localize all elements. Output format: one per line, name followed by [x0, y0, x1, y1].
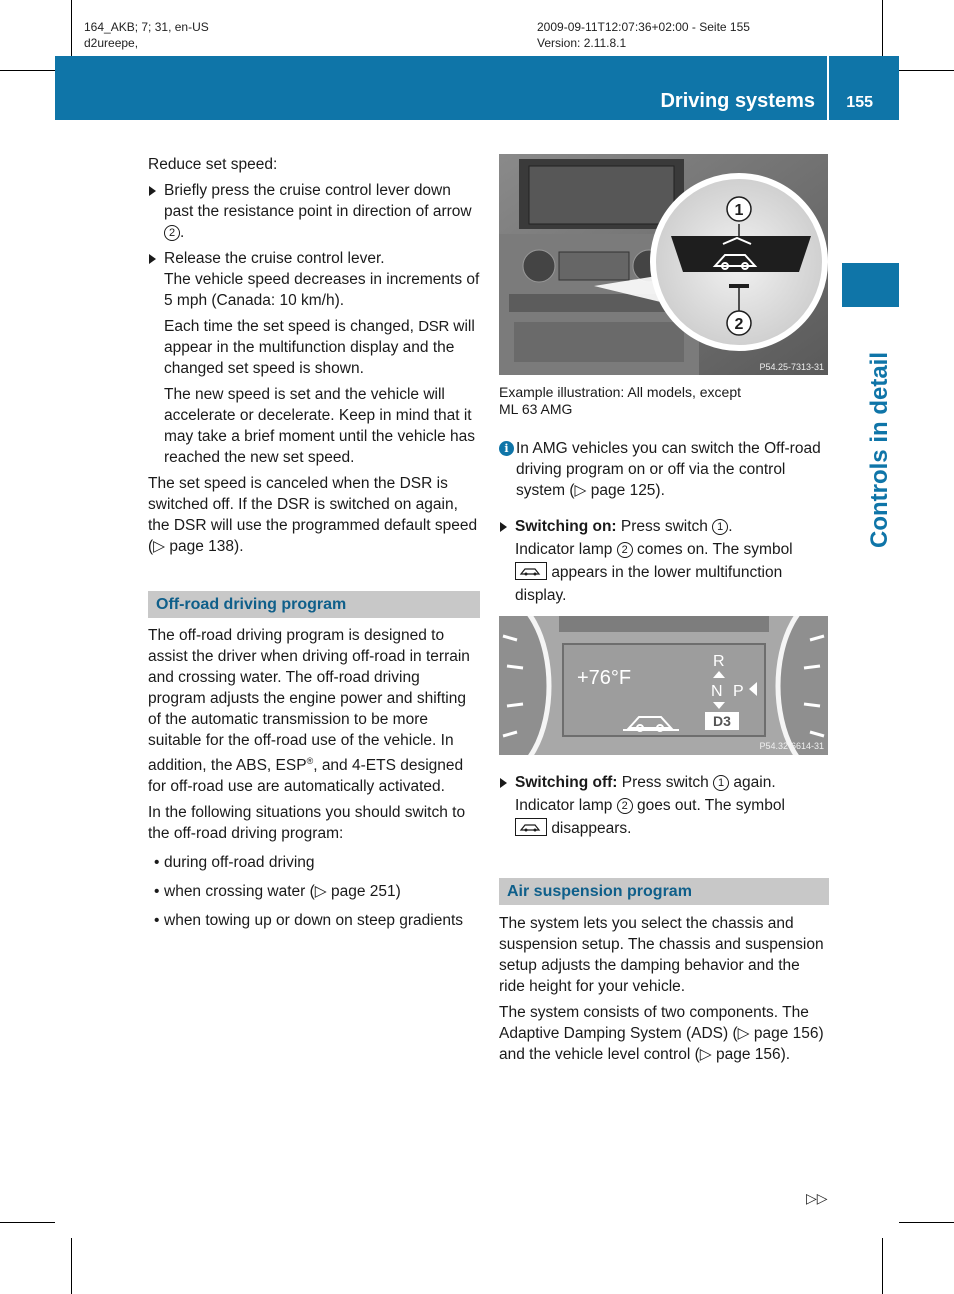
- gear-n: N: [711, 683, 723, 700]
- caption-line2: ML 63 AMG: [499, 401, 573, 417]
- switch-on-label: Switching on:: [515, 518, 617, 535]
- callout-2-icon: 2: [617, 542, 633, 558]
- step-switch-off: [499, 771, 829, 840]
- section-title: Driving systems: [660, 90, 815, 112]
- step-result-3: disappears.: [551, 820, 632, 837]
- info-text: In AMG vehicles you can switch the Off-road driving program on or off via the control system (▷ page 125).: [516, 440, 821, 499]
- meta-right-line1: 2009-09-11T12:07:36+02:00 - Seite 155: [537, 20, 750, 34]
- step-text: Release the cruise control lever.: [164, 250, 385, 267]
- dsr-note: [148, 316, 480, 379]
- list-item-text: when towing up or down on steep gradients: [164, 912, 464, 930]
- meta-right-line2: Version: 2.11.8.1: [537, 36, 627, 50]
- offroad-text-2: , and 4-ETS designed for off-road use are automatically activated.: [148, 757, 464, 796]
- crop-mark: [71, 1238, 72, 1294]
- canceled-paragraph: The set speed is canceled when the DSR is switched off. If the DSR is switched on again, the DSR will use the programmed default speed (▷ page 138).: [148, 475, 478, 555]
- left-column: [148, 154, 480, 939]
- info-note: [499, 438, 829, 501]
- image-code: P54.25-7313-31: [759, 362, 824, 372]
- step-text-end: .: [180, 224, 185, 241]
- callout-1-label: 1: [734, 202, 744, 219]
- step-result: The vehicle speed decreases in increments of 5 mph (Canada: 10 km/h).: [164, 271, 480, 309]
- meta-left-line1: 164_AKB; 7; 31, en-US: [84, 20, 209, 34]
- step-arrow-icon: [149, 186, 156, 196]
- caption-line1: Example illustration: All models, except: [499, 384, 741, 400]
- crop-mark: [882, 1238, 883, 1294]
- crop-mark: [71, 0, 72, 56]
- step-switch-on: [499, 515, 829, 607]
- offroad-heading: Off-road driving program: [148, 591, 480, 618]
- cluster-display-svg: [499, 616, 828, 755]
- header-separator: [827, 56, 829, 120]
- meta-right: [537, 19, 750, 51]
- step-result-3: appears in the lower multifunction display.: [515, 564, 783, 604]
- step-text-end: .: [728, 518, 733, 535]
- callout-2-icon: 2: [617, 798, 633, 814]
- console-illustration: [499, 154, 828, 375]
- registered-mark: ®: [306, 756, 314, 766]
- gear-p: P: [733, 683, 744, 700]
- callout-2-label: 2: [734, 316, 744, 333]
- illustration-caption: [499, 384, 829, 418]
- offroad-paragraph: [148, 625, 480, 797]
- cluster-display-illustration: [499, 616, 828, 755]
- new-speed-note: The new speed is set and the vehicle will accelerate or decelerate. Keep in mind that it may take a brief moment until the vehicle has reached the new set speed.: [164, 386, 476, 466]
- meta-left: [84, 19, 209, 51]
- header-band: [55, 56, 899, 120]
- callout-2-icon: 2: [164, 225, 180, 241]
- step-result-2: comes on. The symbol: [636, 541, 793, 558]
- air-paragraph-1: The system lets you select the chassis and suspension setup. The chassis and suspension setup adjusts the damping behavior and the ride height for your vehicle.: [499, 915, 824, 995]
- step-press-lever: [148, 180, 480, 243]
- callout-1-icon: 1: [712, 519, 728, 535]
- dsr-note-text-2: will appear in the multifunction display and the changed set speed is shown.: [164, 318, 475, 377]
- list-item: • when towing up or down on steep gradients: [154, 912, 464, 930]
- offroad-symbol-icon: [515, 562, 547, 580]
- list-item: • during off-road driving: [154, 854, 315, 872]
- meta-left-line2: d2ureepe,: [84, 36, 139, 50]
- air-suspension-heading: Air suspension program: [499, 878, 829, 905]
- step-release-lever: [148, 248, 480, 311]
- crop-mark: [882, 0, 883, 56]
- step-result: Indicator lamp: [515, 541, 613, 558]
- step-text: Briefly press the cruise control lever down past the resistance point in direction of arrow: [164, 182, 472, 220]
- offroad-symbol-icon: [515, 818, 547, 836]
- step-result-2: goes out. The symbol: [636, 797, 785, 814]
- gear-indicator: D3: [713, 713, 731, 729]
- side-tab: [842, 263, 899, 307]
- crop-mark: [0, 70, 55, 71]
- crop-mark: [899, 70, 954, 71]
- step-text-end: again.: [733, 774, 776, 791]
- side-tab-label: Controls in detail: [866, 351, 893, 549]
- right-column-top: [499, 438, 829, 612]
- step-arrow-icon: [500, 778, 507, 788]
- list-item-text: when crossing water (▷ page 251): [164, 883, 401, 901]
- list-item-text: during off-road driving: [164, 854, 315, 872]
- image-code: P54.32-6614-31: [759, 741, 824, 751]
- callout-1-icon: 1: [713, 775, 729, 791]
- step-arrow-icon: [149, 254, 156, 264]
- air-paragraph-2: The system consists of two components. The Adaptive Damping System (ADS) (▷ page 156) and the vehicle level control (▷ page 156).: [499, 1004, 824, 1063]
- step-result: Indicator lamp: [515, 797, 613, 814]
- step-text: Press switch: [621, 774, 709, 791]
- page-number: 155: [846, 94, 873, 111]
- display-temperature: +76°F: [577, 667, 632, 689]
- crop-mark: [899, 1222, 954, 1223]
- dsr-note-text: Each time the set speed is changed,: [164, 318, 414, 335]
- crop-mark: [0, 1222, 55, 1223]
- switch-off-label: Switching off:: [515, 774, 618, 791]
- situations-paragraph: In the following situations you should switch to the off-road driving program:: [148, 804, 466, 843]
- list-item: • when crossing water (▷ page 251): [154, 883, 401, 901]
- continue-marker: ▷▷: [806, 1190, 828, 1206]
- right-column-bottom: [499, 771, 829, 1070]
- info-icon: i: [499, 441, 514, 456]
- dsr-display-text: DSR: [418, 318, 449, 335]
- gear-r: R: [713, 653, 725, 670]
- step-arrow-icon: [500, 522, 507, 532]
- step-text: Press switch: [620, 518, 708, 535]
- console-illustration-svg: [499, 154, 828, 375]
- offroad-text: The off-road driving program is designed to assist the driver when driving off-road in terrain and crossing water. The off-road driving program adjusts the engine power and shifting of the automatic transmission to be more suitable for the off-road use of the vehicle. In addition, the ABS, ESP: [148, 627, 470, 775]
- reduce-label: Reduce set speed:: [148, 156, 278, 173]
